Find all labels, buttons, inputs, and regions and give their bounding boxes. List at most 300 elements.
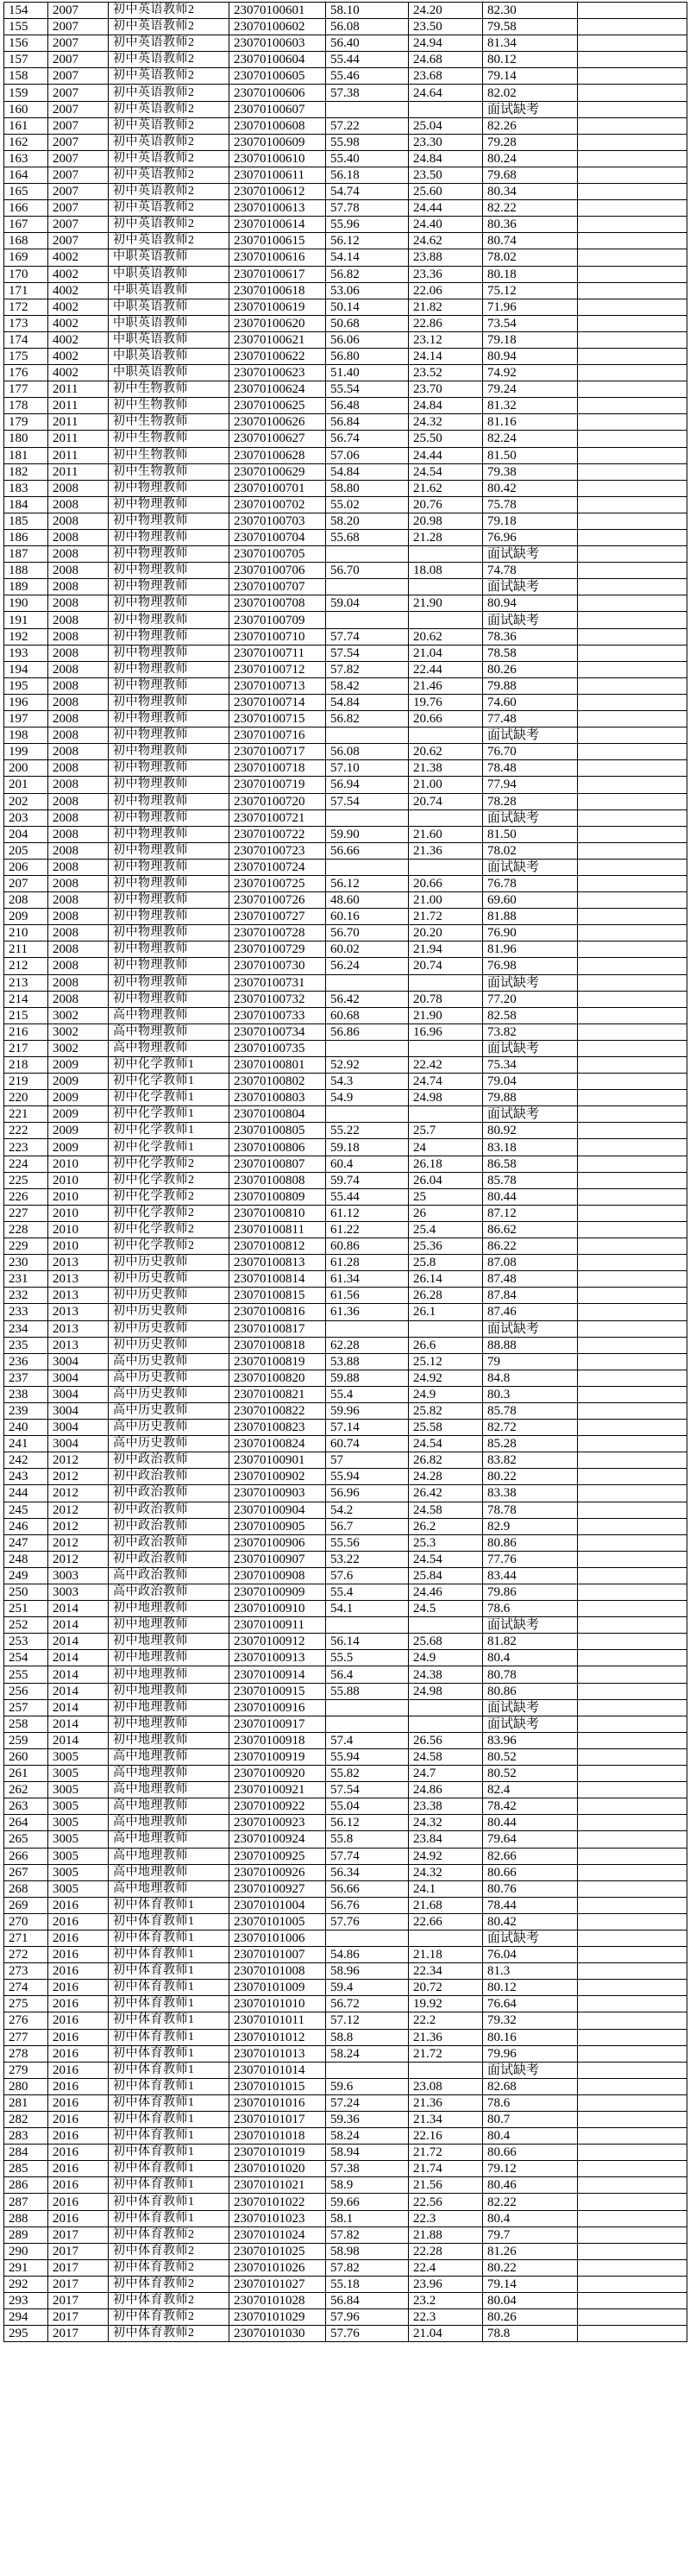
written-score-cell: 57.82: [326, 2259, 409, 2276]
row-number-cell: 201: [4, 777, 48, 793]
exam-id-cell: 23070101011: [229, 2012, 326, 2029]
total-score-cell: 87.48: [483, 1271, 578, 1288]
job-title-cell: 高中历史教师: [109, 1353, 229, 1370]
note-cell: [578, 595, 687, 612]
job-title-cell: 高中地理教师: [109, 1848, 229, 1864]
interview-score-cell: 22.2: [409, 2012, 483, 2029]
note-cell: [578, 1650, 687, 1666]
table-row: [4, 414, 687, 431]
job-code-cell: 2014: [48, 1683, 109, 1699]
exam-id-cell: 23070101014: [229, 2062, 326, 2078]
row-number-cell: 294: [4, 2309, 48, 2326]
job-title-cell: 初中英语教师2: [109, 184, 229, 200]
exam-id-cell: 23070100812: [229, 1238, 326, 1255]
note-cell: [578, 184, 687, 200]
table-row: [4, 463, 687, 480]
job-title-cell: 初中英语教师2: [109, 68, 229, 85]
interview-score-cell: 21.72: [409, 2145, 483, 2161]
job-title-cell: 初中历史教师: [109, 1271, 229, 1288]
job-title-cell: 中职英语教师: [109, 249, 229, 266]
job-title-cell: 初中物理教师: [109, 546, 229, 563]
exam-id-cell: 23070100701: [229, 480, 326, 496]
row-number-cell: 264: [4, 1815, 48, 1831]
total-score-cell: 面试缺考: [483, 1716, 578, 1732]
row-number-cell: 167: [4, 217, 48, 233]
row-number-cell: 204: [4, 826, 48, 842]
table-row: [4, 826, 687, 842]
total-score-cell: 面试缺考: [483, 2062, 578, 2078]
total-score-cell: 80.04: [483, 2293, 578, 2309]
row-number-cell: 250: [4, 1584, 48, 1601]
note-cell: [578, 85, 687, 101]
table-row: [4, 2243, 687, 2259]
note-cell: [578, 1897, 687, 1913]
interview-score-cell: 21.56: [409, 2177, 483, 2194]
note-cell: [578, 2078, 687, 2094]
job-title-cell: 初中地理教师: [109, 1617, 229, 1634]
note-cell: [578, 1090, 687, 1106]
job-code-cell: 3003: [48, 1567, 109, 1584]
note-cell: [578, 1699, 687, 1716]
table-row: [4, 1386, 687, 1402]
exam-id-cell: 23070100614: [229, 217, 326, 233]
row-number-cell: 171: [4, 282, 48, 299]
job-code-cell: 2016: [48, 1980, 109, 1996]
job-title-cell: 初中英语教师2: [109, 200, 229, 217]
row-number-cell: 166: [4, 200, 48, 217]
job-title-cell: 初中英语教师2: [109, 117, 229, 134]
exam-id-cell: 23070100601: [229, 3, 326, 19]
note-cell: [578, 2326, 687, 2342]
interview-score-cell: [409, 974, 483, 991]
note-cell: [578, 892, 687, 909]
interview-score-cell: 24.44: [409, 447, 483, 463]
interview-score-cell: 22.3: [409, 2309, 483, 2326]
table-row: [4, 365, 687, 381]
row-number-cell: 161: [4, 117, 48, 134]
job-title-cell: 高中地理教师: [109, 1815, 229, 1831]
job-code-cell: 2008: [48, 892, 109, 909]
table-row: [4, 513, 687, 529]
interview-score-cell: 20.20: [409, 925, 483, 942]
table-row: [4, 760, 687, 777]
written-score-cell: [326, 1040, 409, 1056]
table-row: [4, 2161, 687, 2177]
row-number-cell: 238: [4, 1386, 48, 1402]
row-number-cell: 183: [4, 480, 48, 496]
interview-score-cell: [409, 1930, 483, 1946]
table-row: [4, 1699, 687, 1716]
exam-id-cell: 23070100908: [229, 1567, 326, 1584]
exam-id-cell: 23070100708: [229, 595, 326, 612]
job-code-cell: 2010: [48, 1188, 109, 1205]
row-number-cell: 185: [4, 513, 48, 529]
job-code-cell: 2012: [48, 1518, 109, 1534]
note-cell: [578, 579, 687, 595]
row-number-cell: 220: [4, 1090, 48, 1106]
interview-score-cell: 21.74: [409, 2161, 483, 2177]
total-score-cell: 面试缺考: [483, 1930, 578, 1946]
job-code-cell: 2014: [48, 1617, 109, 1634]
job-title-cell: 初中英语教师2: [109, 233, 229, 249]
exam-id-cell: 23070100625: [229, 398, 326, 414]
interview-score-cell: 18.08: [409, 563, 483, 579]
interview-score-cell: 25.12: [409, 1353, 483, 1370]
row-number-cell: 292: [4, 2276, 48, 2292]
row-number-cell: 174: [4, 331, 48, 348]
total-score-cell: 82.9: [483, 1518, 578, 1534]
table-row: [4, 3, 687, 19]
total-score-cell: 79.96: [483, 2045, 578, 2062]
note-cell: [578, 200, 687, 217]
exam-id-cell: 23070101027: [229, 2276, 326, 2292]
exam-id-cell: 23070100914: [229, 1666, 326, 1683]
job-title-cell: 初中英语教师2: [109, 134, 229, 150]
table-row: [4, 711, 687, 727]
row-number-cell: 200: [4, 760, 48, 777]
note-cell: [578, 2243, 687, 2259]
job-title-cell: 高中历史教师: [109, 1420, 229, 1436]
total-score-cell: 79.04: [483, 1074, 578, 1090]
table-row: [4, 842, 687, 859]
row-number-cell: 277: [4, 2029, 48, 2045]
exam-id-cell: 23070100805: [229, 1123, 326, 1139]
total-score-cell: 78.28: [483, 793, 578, 809]
note-cell: [578, 217, 687, 233]
table-row: [4, 1172, 687, 1188]
exam-id-cell: 23070100731: [229, 974, 326, 991]
note-cell: [578, 809, 687, 826]
written-score-cell: 57.96: [326, 2309, 409, 2326]
interview-score-cell: [409, 727, 483, 744]
exam-id-cell: 23070100604: [229, 52, 326, 68]
written-score-cell: 56.82: [326, 711, 409, 727]
total-score-cell: 81.34: [483, 35, 578, 52]
interview-score-cell: 24.46: [409, 1584, 483, 1601]
written-score-cell: 55.44: [326, 1188, 409, 1205]
job-title-cell: 高中政治教师: [109, 1567, 229, 1584]
row-number-cell: 191: [4, 612, 48, 628]
exam-id-cell: 23070101026: [229, 2259, 326, 2276]
row-number-cell: 273: [4, 1963, 48, 1980]
written-score-cell: 55.18: [326, 2276, 409, 2292]
interview-score-cell: 26.04: [409, 1172, 483, 1188]
job-title-cell: 初中物理教师: [109, 875, 229, 891]
row-number-cell: 180: [4, 431, 48, 447]
total-score-cell: 74.60: [483, 694, 578, 710]
interview-score-cell: 24.74: [409, 1074, 483, 1090]
exam-id-cell: 23070100711: [229, 645, 326, 661]
exam-id-cell: 23070100717: [229, 744, 326, 760]
written-score-cell: 56.34: [326, 1864, 409, 1880]
table-row: [4, 1766, 687, 1782]
written-score-cell: 57.06: [326, 447, 409, 463]
job-title-cell: 初中历史教师: [109, 1255, 229, 1271]
table-row: [4, 1716, 687, 1732]
job-title-cell: 初中地理教师: [109, 1732, 229, 1748]
interview-score-cell: 25.4: [409, 1221, 483, 1238]
exam-id-cell: 23070100902: [229, 1469, 326, 1485]
table-row: [4, 1304, 687, 1320]
row-number-cell: 154: [4, 3, 48, 19]
table-row: [4, 875, 687, 891]
note-cell: [578, 925, 687, 942]
interview-score-cell: 22.34: [409, 1963, 483, 1980]
interview-score-cell: 16.96: [409, 1023, 483, 1040]
job-title-cell: 初中物理教师: [109, 942, 229, 958]
note-cell: [578, 447, 687, 463]
interview-score-cell: 24.92: [409, 1370, 483, 1386]
total-score-cell: 79.68: [483, 167, 578, 183]
job-title-cell: 初中体育教师1: [109, 1897, 229, 1913]
total-score-cell: 80.36: [483, 217, 578, 233]
table-row: [4, 546, 687, 563]
job-code-cell: 2010: [48, 1238, 109, 1255]
job-code-cell: 2008: [48, 645, 109, 661]
job-code-cell: 2016: [48, 1996, 109, 2012]
exam-id-cell: 23070100816: [229, 1304, 326, 1320]
job-code-cell: 2016: [48, 1963, 109, 1980]
job-code-cell: 3004: [48, 1353, 109, 1370]
row-number-cell: 157: [4, 52, 48, 68]
note-cell: [578, 1353, 687, 1370]
job-title-cell: 初中英语教师2: [109, 167, 229, 183]
note-cell: [578, 381, 687, 398]
exam-id-cell: 23070100620: [229, 315, 326, 331]
row-number-cell: 223: [4, 1139, 48, 1156]
written-score-cell: 59.36: [326, 2112, 409, 2128]
written-score-cell: 55.46: [326, 68, 409, 85]
exam-id-cell: 23070100807: [229, 1156, 326, 1172]
exam-id-cell: 23070100735: [229, 1040, 326, 1056]
row-number-cell: 274: [4, 1980, 48, 1996]
job-code-cell: 3002: [48, 1007, 109, 1023]
total-score-cell: 81.16: [483, 414, 578, 431]
exam-id-cell: 23070100602: [229, 19, 326, 35]
written-score-cell: 59.74: [326, 1172, 409, 1188]
job-code-cell: 2008: [48, 942, 109, 958]
table-row: [4, 2276, 687, 2292]
table-row: [4, 150, 687, 167]
row-number-cell: 234: [4, 1320, 48, 1337]
exam-id-cell: 23070100901: [229, 1452, 326, 1469]
row-number-cell: 280: [4, 2078, 48, 2094]
table-row: [4, 2293, 687, 2309]
job-title-cell: 初中体育教师1: [109, 2210, 229, 2226]
row-number-cell: 196: [4, 694, 48, 710]
job-title-cell: 初中体育教师1: [109, 2029, 229, 2045]
written-score-cell: 60.68: [326, 1007, 409, 1023]
table-row: [4, 1188, 687, 1205]
total-score-cell: 面试缺考: [483, 101, 578, 117]
total-score-cell: 81.3: [483, 1963, 578, 1980]
interview-score-cell: [409, 1320, 483, 1337]
row-number-cell: 284: [4, 2145, 48, 2161]
total-score-cell: 面试缺考: [483, 727, 578, 744]
job-title-cell: 初中物理教师: [109, 777, 229, 793]
row-number-cell: 176: [4, 365, 48, 381]
total-score-cell: 79.38: [483, 463, 578, 480]
written-score-cell: 56.84: [326, 2293, 409, 2309]
job-code-cell: 4002: [48, 282, 109, 299]
total-score-cell: 78.02: [483, 249, 578, 266]
table-row: [4, 612, 687, 628]
written-score-cell: 56.70: [326, 925, 409, 942]
interview-score-cell: 21.88: [409, 2226, 483, 2243]
written-score-cell: 56.74: [326, 431, 409, 447]
note-cell: [578, 1782, 687, 1798]
note-cell: [578, 365, 687, 381]
note-cell: [578, 1420, 687, 1436]
table-row: [4, 2045, 687, 2062]
job-code-cell: 2008: [48, 958, 109, 974]
note-cell: [578, 117, 687, 134]
table-row: [4, 2145, 687, 2161]
row-number-cell: 198: [4, 727, 48, 744]
note-cell: [578, 2128, 687, 2145]
job-code-cell: 4002: [48, 348, 109, 364]
table-row: [4, 859, 687, 875]
written-score-cell: 58.96: [326, 1963, 409, 1980]
row-number-cell: 160: [4, 101, 48, 117]
written-score-cell: 57.54: [326, 1782, 409, 1798]
written-score-cell: 59.88: [326, 1370, 409, 1386]
total-score-cell: 面试缺考: [483, 809, 578, 826]
written-score-cell: 57.10: [326, 760, 409, 777]
total-score-cell: 80.52: [483, 1748, 578, 1765]
total-score-cell: 69.60: [483, 892, 578, 909]
table-row: [4, 1831, 687, 1848]
note-cell: [578, 299, 687, 315]
exam-id-cell: 23070100801: [229, 1057, 326, 1074]
interview-score-cell: 21.00: [409, 777, 483, 793]
exam-id-cell: 23070100810: [229, 1205, 326, 1221]
total-score-cell: 面试缺考: [483, 612, 578, 628]
written-score-cell: [326, 1617, 409, 1634]
job-code-cell: 2009: [48, 1090, 109, 1106]
row-number-cell: 194: [4, 661, 48, 677]
job-title-cell: 初中化学教师1: [109, 1106, 229, 1123]
total-score-cell: 87.08: [483, 1255, 578, 1271]
exam-id-cell: 23070100903: [229, 1485, 326, 1502]
written-score-cell: [326, 727, 409, 744]
job-code-cell: 3005: [48, 1766, 109, 1782]
row-number-cell: 208: [4, 892, 48, 909]
exam-id-cell: 23070100921: [229, 1782, 326, 1798]
interview-score-cell: 21.90: [409, 1007, 483, 1023]
job-code-cell: 2008: [48, 991, 109, 1007]
exam-id-cell: 23070101009: [229, 1980, 326, 1996]
interview-score-cell: 23.12: [409, 331, 483, 348]
job-code-cell: 2012: [48, 1452, 109, 1469]
interview-score-cell: 24.92: [409, 1848, 483, 1864]
row-number-cell: 158: [4, 68, 48, 85]
job-title-cell: 初中物理教师: [109, 809, 229, 826]
exam-id-cell: 23070100611: [229, 167, 326, 183]
job-title-cell: 初中英语教师2: [109, 3, 229, 19]
row-number-cell: 244: [4, 1485, 48, 1502]
interview-score-cell: 25.68: [409, 1634, 483, 1650]
written-score-cell: 60.4: [326, 1156, 409, 1172]
job-title-cell: 初中体育教师2: [109, 2276, 229, 2292]
job-code-cell: 2008: [48, 563, 109, 579]
table-row: [4, 1996, 687, 2012]
row-number-cell: 199: [4, 744, 48, 760]
job-code-cell: 2013: [48, 1304, 109, 1320]
exam-id-cell: 23070100715: [229, 711, 326, 727]
total-score-cell: 79.88: [483, 677, 578, 694]
job-title-cell: 高中历史教师: [109, 1436, 229, 1452]
written-score-cell: 57.74: [326, 1848, 409, 1864]
job-code-cell: 2008: [48, 909, 109, 925]
row-number-cell: 177: [4, 381, 48, 398]
table-row: [4, 1534, 687, 1551]
row-number-cell: 162: [4, 134, 48, 150]
exam-id-cell: 23070100616: [229, 249, 326, 266]
exam-id-cell: 23070100924: [229, 1831, 326, 1848]
job-title-cell: 初中体育教师1: [109, 2145, 229, 2161]
note-cell: [578, 2094, 687, 2111]
row-number-cell: 263: [4, 1798, 48, 1815]
note-cell: [578, 1980, 687, 1996]
job-title-cell: 初中体育教师1: [109, 2194, 229, 2210]
written-score-cell: 57.12: [326, 2012, 409, 2029]
interview-score-cell: 21.68: [409, 1897, 483, 1913]
job-title-cell: 初中物理教师: [109, 826, 229, 842]
interview-score-cell: 21.34: [409, 2112, 483, 2128]
written-score-cell: 59.4: [326, 1980, 409, 1996]
written-score-cell: 57.14: [326, 1420, 409, 1436]
job-code-cell: 3005: [48, 1831, 109, 1848]
row-number-cell: 221: [4, 1106, 48, 1123]
job-code-cell: 2008: [48, 546, 109, 563]
job-title-cell: 初中化学教师1: [109, 1090, 229, 1106]
table-row: [4, 1353, 687, 1370]
total-score-cell: 82.30: [483, 3, 578, 19]
total-score-cell: 83.18: [483, 1139, 578, 1156]
row-number-cell: 272: [4, 1947, 48, 1963]
interview-score-cell: 22.4: [409, 2259, 483, 2276]
note-cell: [578, 645, 687, 661]
job-title-cell: 初中体育教师2: [109, 2326, 229, 2342]
exam-id-cell: 23070101017: [229, 2112, 326, 2128]
total-score-cell: 71.96: [483, 299, 578, 315]
table-row: [4, 2062, 687, 2078]
note-cell: [578, 1880, 687, 1897]
job-code-cell: 2007: [48, 3, 109, 19]
written-score-cell: 56.76: [326, 1897, 409, 1913]
written-score-cell: 56.94: [326, 777, 409, 793]
interview-score-cell: 23.36: [409, 266, 483, 282]
job-title-cell: 初中物理教师: [109, 612, 229, 628]
total-score-cell: 80.66: [483, 1864, 578, 1880]
job-title-cell: 初中生物教师: [109, 431, 229, 447]
table-row: [4, 530, 687, 546]
job-title-cell: 初中物理教师: [109, 842, 229, 859]
interview-score-cell: 20.74: [409, 793, 483, 809]
job-code-cell: 2012: [48, 1534, 109, 1551]
written-score-cell: 56.08: [326, 19, 409, 35]
job-code-cell: 2008: [48, 809, 109, 826]
interview-score-cell: 25.7: [409, 1123, 483, 1139]
job-code-cell: 2009: [48, 1123, 109, 1139]
note-cell: [578, 331, 687, 348]
interview-score-cell: 24.9: [409, 1386, 483, 1402]
exam-id-cell: 23070100605: [229, 68, 326, 85]
job-title-cell: 高中物理教师: [109, 1007, 229, 1023]
total-score-cell: 面试缺考: [483, 974, 578, 991]
written-score-cell: 57.38: [326, 2161, 409, 2177]
